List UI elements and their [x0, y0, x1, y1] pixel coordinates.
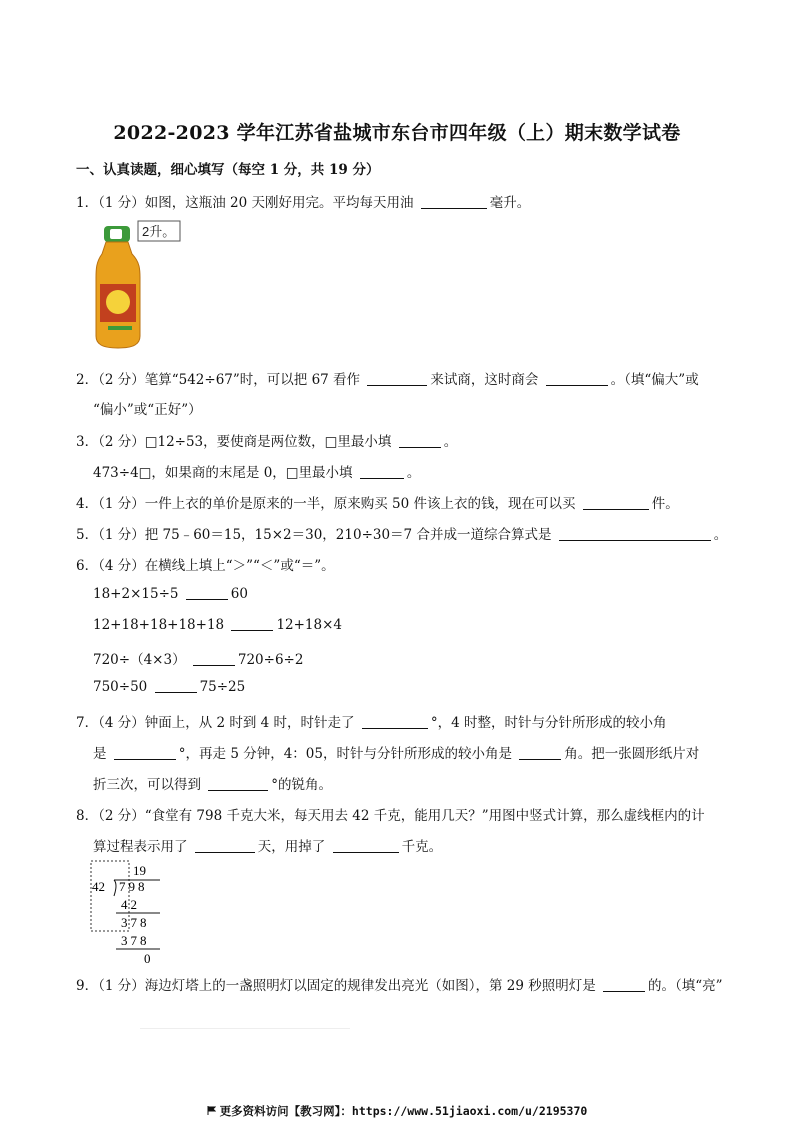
question-7	[76, 711, 667, 731]
question-text: 千克。	[401, 839, 443, 855]
expression-left: 18+2×15÷5	[93, 586, 179, 602]
footer[interactable]	[0, 1103, 794, 1119]
question-4	[76, 492, 679, 512]
answer-blank[interactable]	[114, 746, 176, 760]
question-text: 折三次，可以得到	[93, 777, 201, 793]
question-text: 算过程表示用了	[93, 839, 188, 855]
answer-blank[interactable]	[583, 496, 649, 510]
expression-right: 75÷25	[199, 679, 246, 695]
answer-blank[interactable]	[155, 679, 197, 693]
dividend: 798	[119, 879, 148, 894]
question-text: 来试商，这时商会	[430, 372, 539, 388]
oil-bottle-image	[92, 218, 182, 350]
question-text: 角。把一张圆形纸片对	[564, 746, 700, 762]
answer-blank[interactable]	[193, 652, 235, 666]
long-division-figure	[88, 860, 168, 966]
answer-blank[interactable]	[360, 465, 404, 479]
question-text: 件。	[651, 496, 679, 512]
question-text: 7．（4 分）钟面上，从 2 时到 4 时，时针走了	[76, 715, 355, 731]
answer-blank[interactable]	[231, 617, 273, 631]
question-text: 毫升。	[489, 195, 531, 211]
question-text: 。	[406, 465, 421, 481]
question-text: 3．（2 分）□12÷53，要使商是两位数，□里最小填	[76, 434, 392, 450]
question-text: 5．（1 分）把 75﹣60＝15，15×2＝30，210÷30＝7 合并成一道综合算式是	[76, 527, 552, 543]
question-2-line2: “偏小”或“正好”）	[93, 402, 202, 418]
question-2	[76, 368, 699, 388]
question-text: °，4 时整，时针与分针所形成的较小角	[430, 715, 667, 731]
answer-blank[interactable]	[399, 434, 441, 448]
question-text: 2．（2 分）笔算“542÷67”时，可以把 67 看作	[76, 372, 361, 388]
question-text: 。	[713, 527, 728, 543]
answer-blank[interactable]	[362, 715, 428, 729]
answer-blank[interactable]	[195, 839, 255, 853]
question-8: 8．（2 分）“食堂有 798 千克大米，每天用去 42 千克，能用几天？”用图中竖式计算，那么虚线框内的计	[76, 808, 705, 824]
question-text: 1．（1 分）如图，这瓶油 20 天刚好用完。平均每天用油	[76, 195, 414, 211]
answer-blank[interactable]	[186, 586, 228, 600]
question-7-line3	[93, 773, 332, 793]
answer-blank[interactable]	[367, 372, 427, 386]
figure-placeholder	[140, 1028, 350, 1029]
question-1	[76, 191, 530, 211]
bottle-label: 2升。	[142, 224, 176, 239]
answer-blank[interactable]	[603, 978, 645, 992]
compare-row	[93, 648, 303, 668]
step-1: 42	[121, 897, 140, 912]
question-text: 。	[443, 434, 458, 450]
expression-left: 750÷50	[93, 679, 148, 695]
footer-link[interactable]: 更多资料访问【教习网】：https://www.51jiaoxi.com/u/2195370	[219, 1104, 588, 1118]
question-3	[76, 430, 457, 450]
question-8-line2	[93, 835, 442, 855]
flag-icon	[207, 1106, 216, 1115]
expression-right: 60	[230, 586, 248, 602]
question-9	[76, 974, 723, 994]
question-text: 是	[93, 746, 107, 762]
step-3: 378	[121, 933, 150, 948]
question-text: 473÷4□，如果商的末尾是 0，□里最小填	[93, 465, 353, 481]
question-text: 9．（1 分）海边灯塔上的一盏照明灯以固定的规律发出亮光（如图），第 29 秒照明灯是	[76, 978, 596, 994]
question-6: 6．（4 分）在横线上填上“＞”“＜”或“＝”。	[76, 558, 335, 574]
divisor: 42	[92, 879, 105, 894]
question-text: 4．（1 分）一件上衣的单价是原来的一半，原来购买 50 件该上衣的钱，现在可以买	[76, 496, 576, 512]
step-2: 378	[121, 915, 150, 930]
section-heading: 一、认真读题，细心填写（每空 1 分，共 19 分）	[76, 162, 380, 178]
expression-right: 720÷6÷2	[237, 652, 304, 668]
question-text: 。（填“偏大”或	[610, 372, 699, 388]
question-5	[76, 523, 727, 543]
expression-left: 720÷（4×3）	[93, 652, 186, 668]
question-3-line2	[93, 461, 420, 481]
answer-blank[interactable]	[546, 372, 608, 386]
expression-left: 12+18+18+18+18	[93, 617, 225, 633]
expression-right: 12+18×4	[276, 617, 343, 633]
question-text: 天，用掉了	[257, 839, 326, 855]
compare-row	[93, 586, 248, 602]
answer-blank[interactable]	[559, 527, 711, 541]
page-title: 2022-2023 学年江苏省盐城市东台市四年级（上）期末数学试卷	[113, 122, 681, 144]
question-text: °的锐角。	[271, 777, 333, 793]
remainder: 0	[144, 951, 151, 966]
compare-row	[93, 679, 245, 695]
question-text: °，再走 5 分钟，4：05，时针与分针所形成的较小角是	[178, 746, 512, 762]
answer-blank[interactable]	[208, 777, 268, 791]
answer-blank[interactable]	[421, 195, 487, 209]
compare-row	[93, 617, 342, 633]
question-7-line2	[93, 742, 699, 762]
answer-blank[interactable]	[333, 839, 399, 853]
quotient: 19	[133, 863, 146, 878]
answer-blank[interactable]	[519, 746, 561, 760]
question-text: 的。（填“亮”	[648, 978, 723, 994]
